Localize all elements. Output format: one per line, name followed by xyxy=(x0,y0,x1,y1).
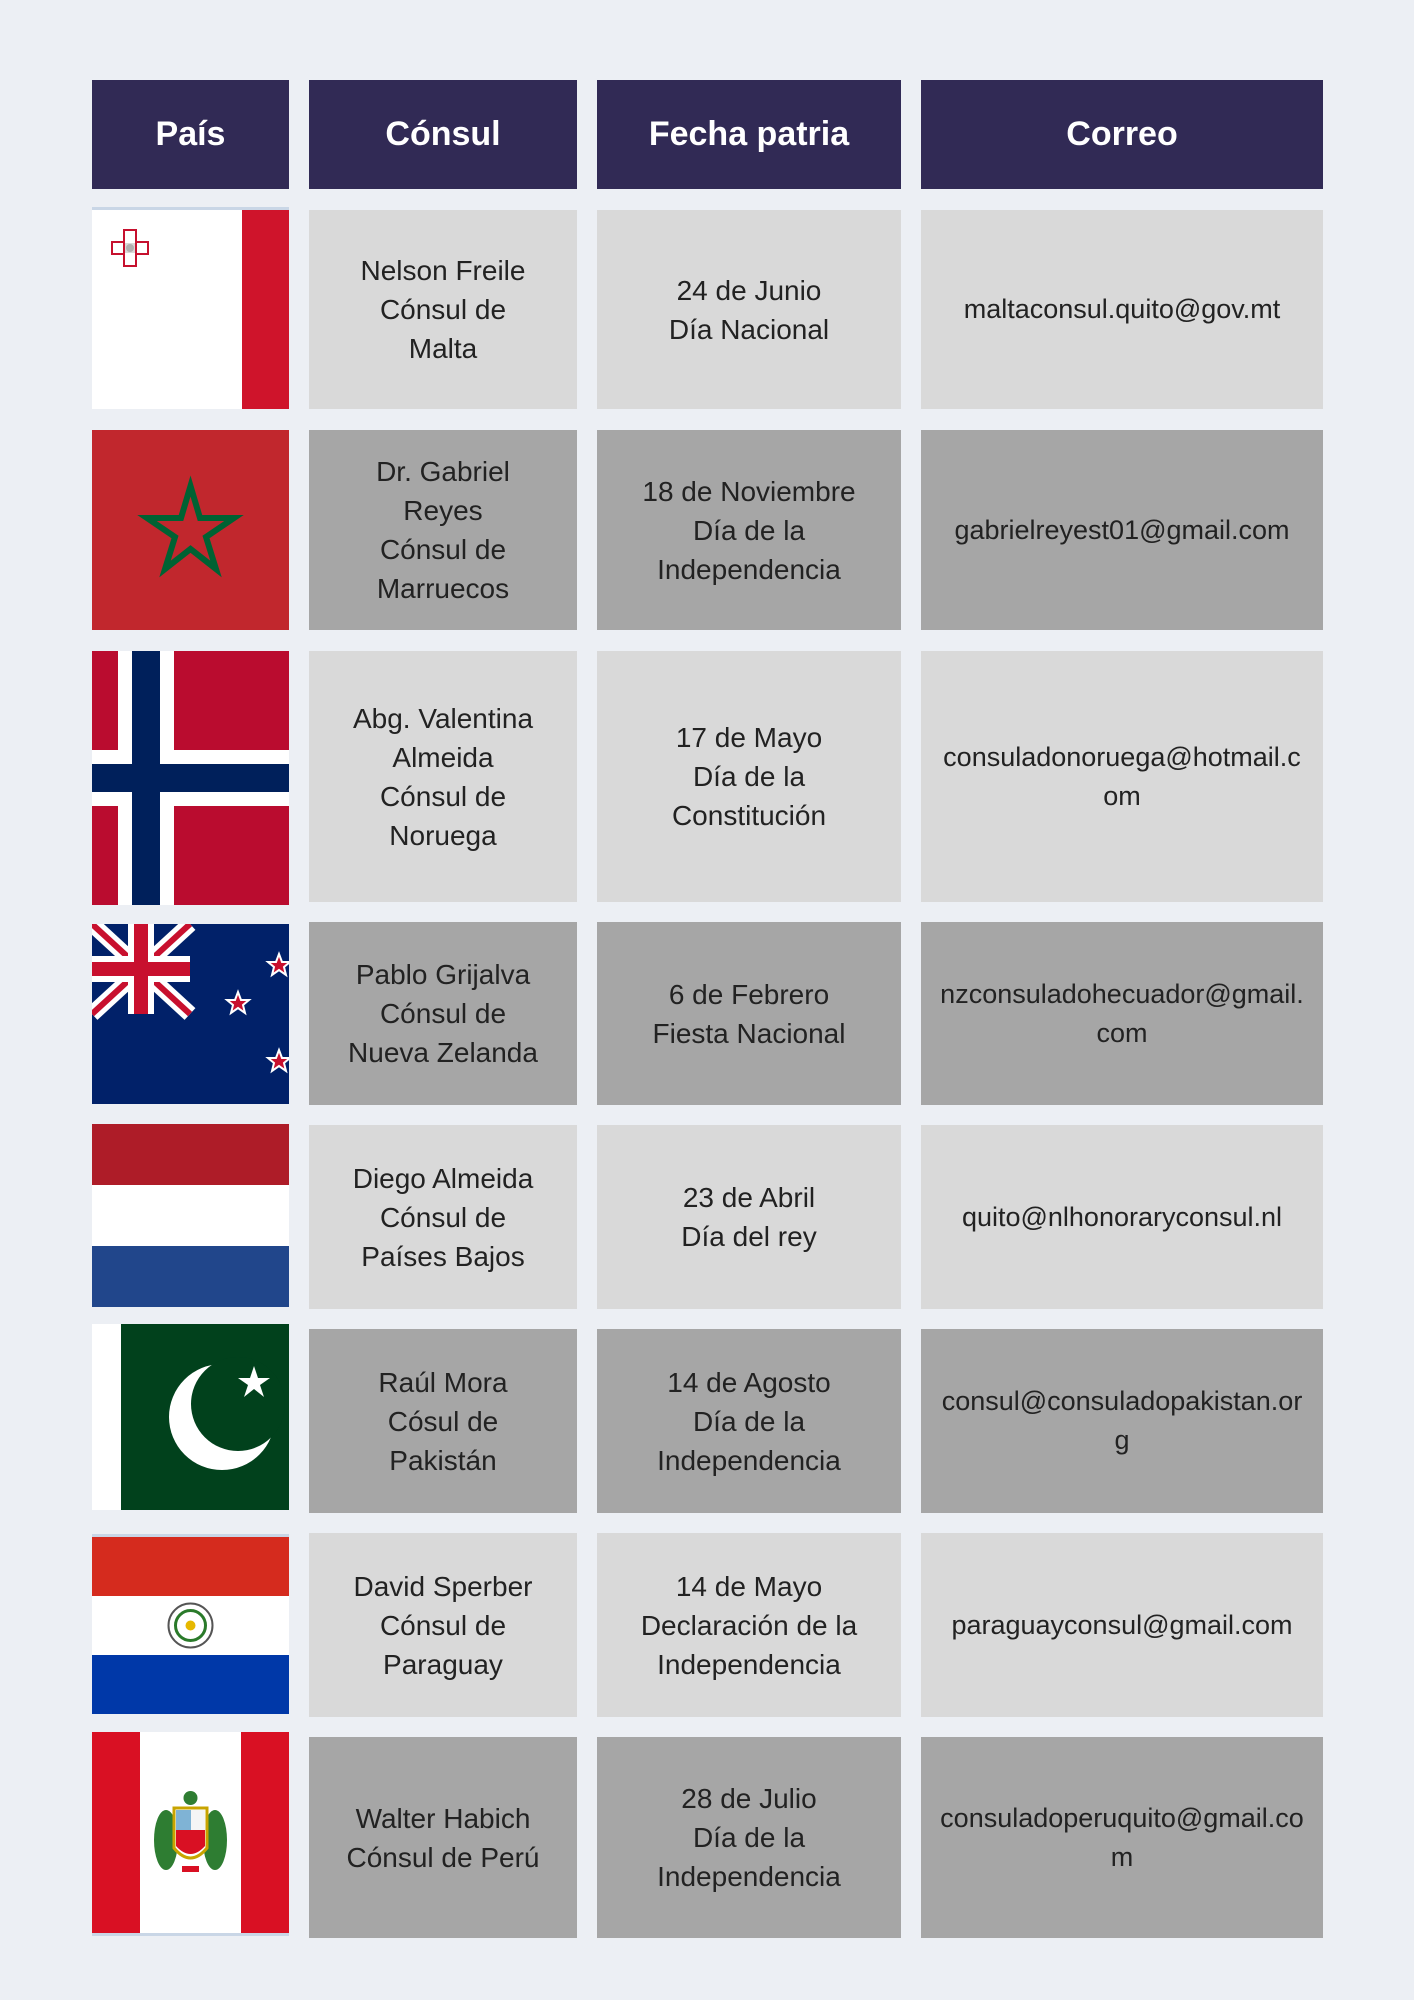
correo-paraguay[interactable]: paraguayconsul@gmail.com xyxy=(921,1533,1323,1717)
fecha-paraguay: 14 de Mayo Declaración de la Independencia xyxy=(597,1533,901,1717)
correo-pakistan[interactable]: consul@consuladopakistan.org xyxy=(921,1329,1323,1513)
flag-divider xyxy=(92,207,289,210)
consul-noruega: Abg. Valentina Almeida Cónsul de Noruega xyxy=(309,651,577,902)
flag-divider xyxy=(92,1534,289,1537)
paraguay-flag xyxy=(92,1537,289,1714)
header-consul: Cónsul xyxy=(309,80,577,189)
fecha-malta: 24 de Junio Día Nacional xyxy=(597,210,901,409)
peru-flag xyxy=(92,1732,289,1933)
correo-malta[interactable]: maltaconsul.quito@gov.mt xyxy=(921,210,1323,409)
correo-peru[interactable]: consuladoperuquito@gmail.com xyxy=(921,1737,1323,1938)
consul-malta: Nelson Freile Cónsul de Malta xyxy=(309,210,577,409)
correo-paises-bajos[interactable]: quito@nlhonoraryconsul.nl xyxy=(921,1125,1323,1309)
correo-noruega[interactable]: consuladonoruega@hotmail.com xyxy=(921,651,1323,902)
consul-paises-bajos: Diego Almeida Cónsul de Países Bajos xyxy=(309,1125,577,1309)
netherlands-flag xyxy=(92,1124,289,1307)
consul-peru: Walter Habich Cónsul de Perú xyxy=(309,1737,577,1938)
header-fecha-patria: Fecha patria xyxy=(597,80,901,189)
fecha-marruecos: 18 de Noviembre Día de la Independencia xyxy=(597,430,901,630)
malta-flag xyxy=(92,210,289,409)
consul-paraguay: David Sperber Cónsul de Paraguay xyxy=(309,1533,577,1717)
fecha-paises-bajos: 23 de Abril Día del rey xyxy=(597,1125,901,1309)
consul-marruecos: Dr. Gabriel Reyes Cónsul de Marruecos xyxy=(309,430,577,630)
fecha-pakistan: 14 de Agosto Día de la Independencia xyxy=(597,1329,901,1513)
fecha-peru: 28 de Julio Día de la Independencia xyxy=(597,1737,901,1938)
consul-nueva-zelanda: Pablo Grijalva Cónsul de Nueva Zelanda xyxy=(309,922,577,1105)
new-zealand-flag xyxy=(92,924,289,1104)
norway-flag xyxy=(92,651,289,905)
correo-marruecos[interactable]: gabrielreyest01@gmail.com xyxy=(921,430,1323,630)
morocco-flag xyxy=(92,430,289,630)
consul-pakistan: Raúl Mora Cósul de Pakistán xyxy=(309,1329,577,1513)
flag-divider xyxy=(92,1933,289,1936)
header-pais: País xyxy=(92,80,289,189)
header-correo: Correo xyxy=(921,80,1323,189)
correo-nueva-zelanda[interactable]: nzconsuladohecuador@gmail.com xyxy=(921,922,1323,1105)
pakistan-flag xyxy=(92,1324,289,1510)
fecha-nueva-zelanda: 6 de Febrero Fiesta Nacional xyxy=(597,922,901,1105)
fecha-noruega: 17 de Mayo Día de la Constitución xyxy=(597,651,901,902)
